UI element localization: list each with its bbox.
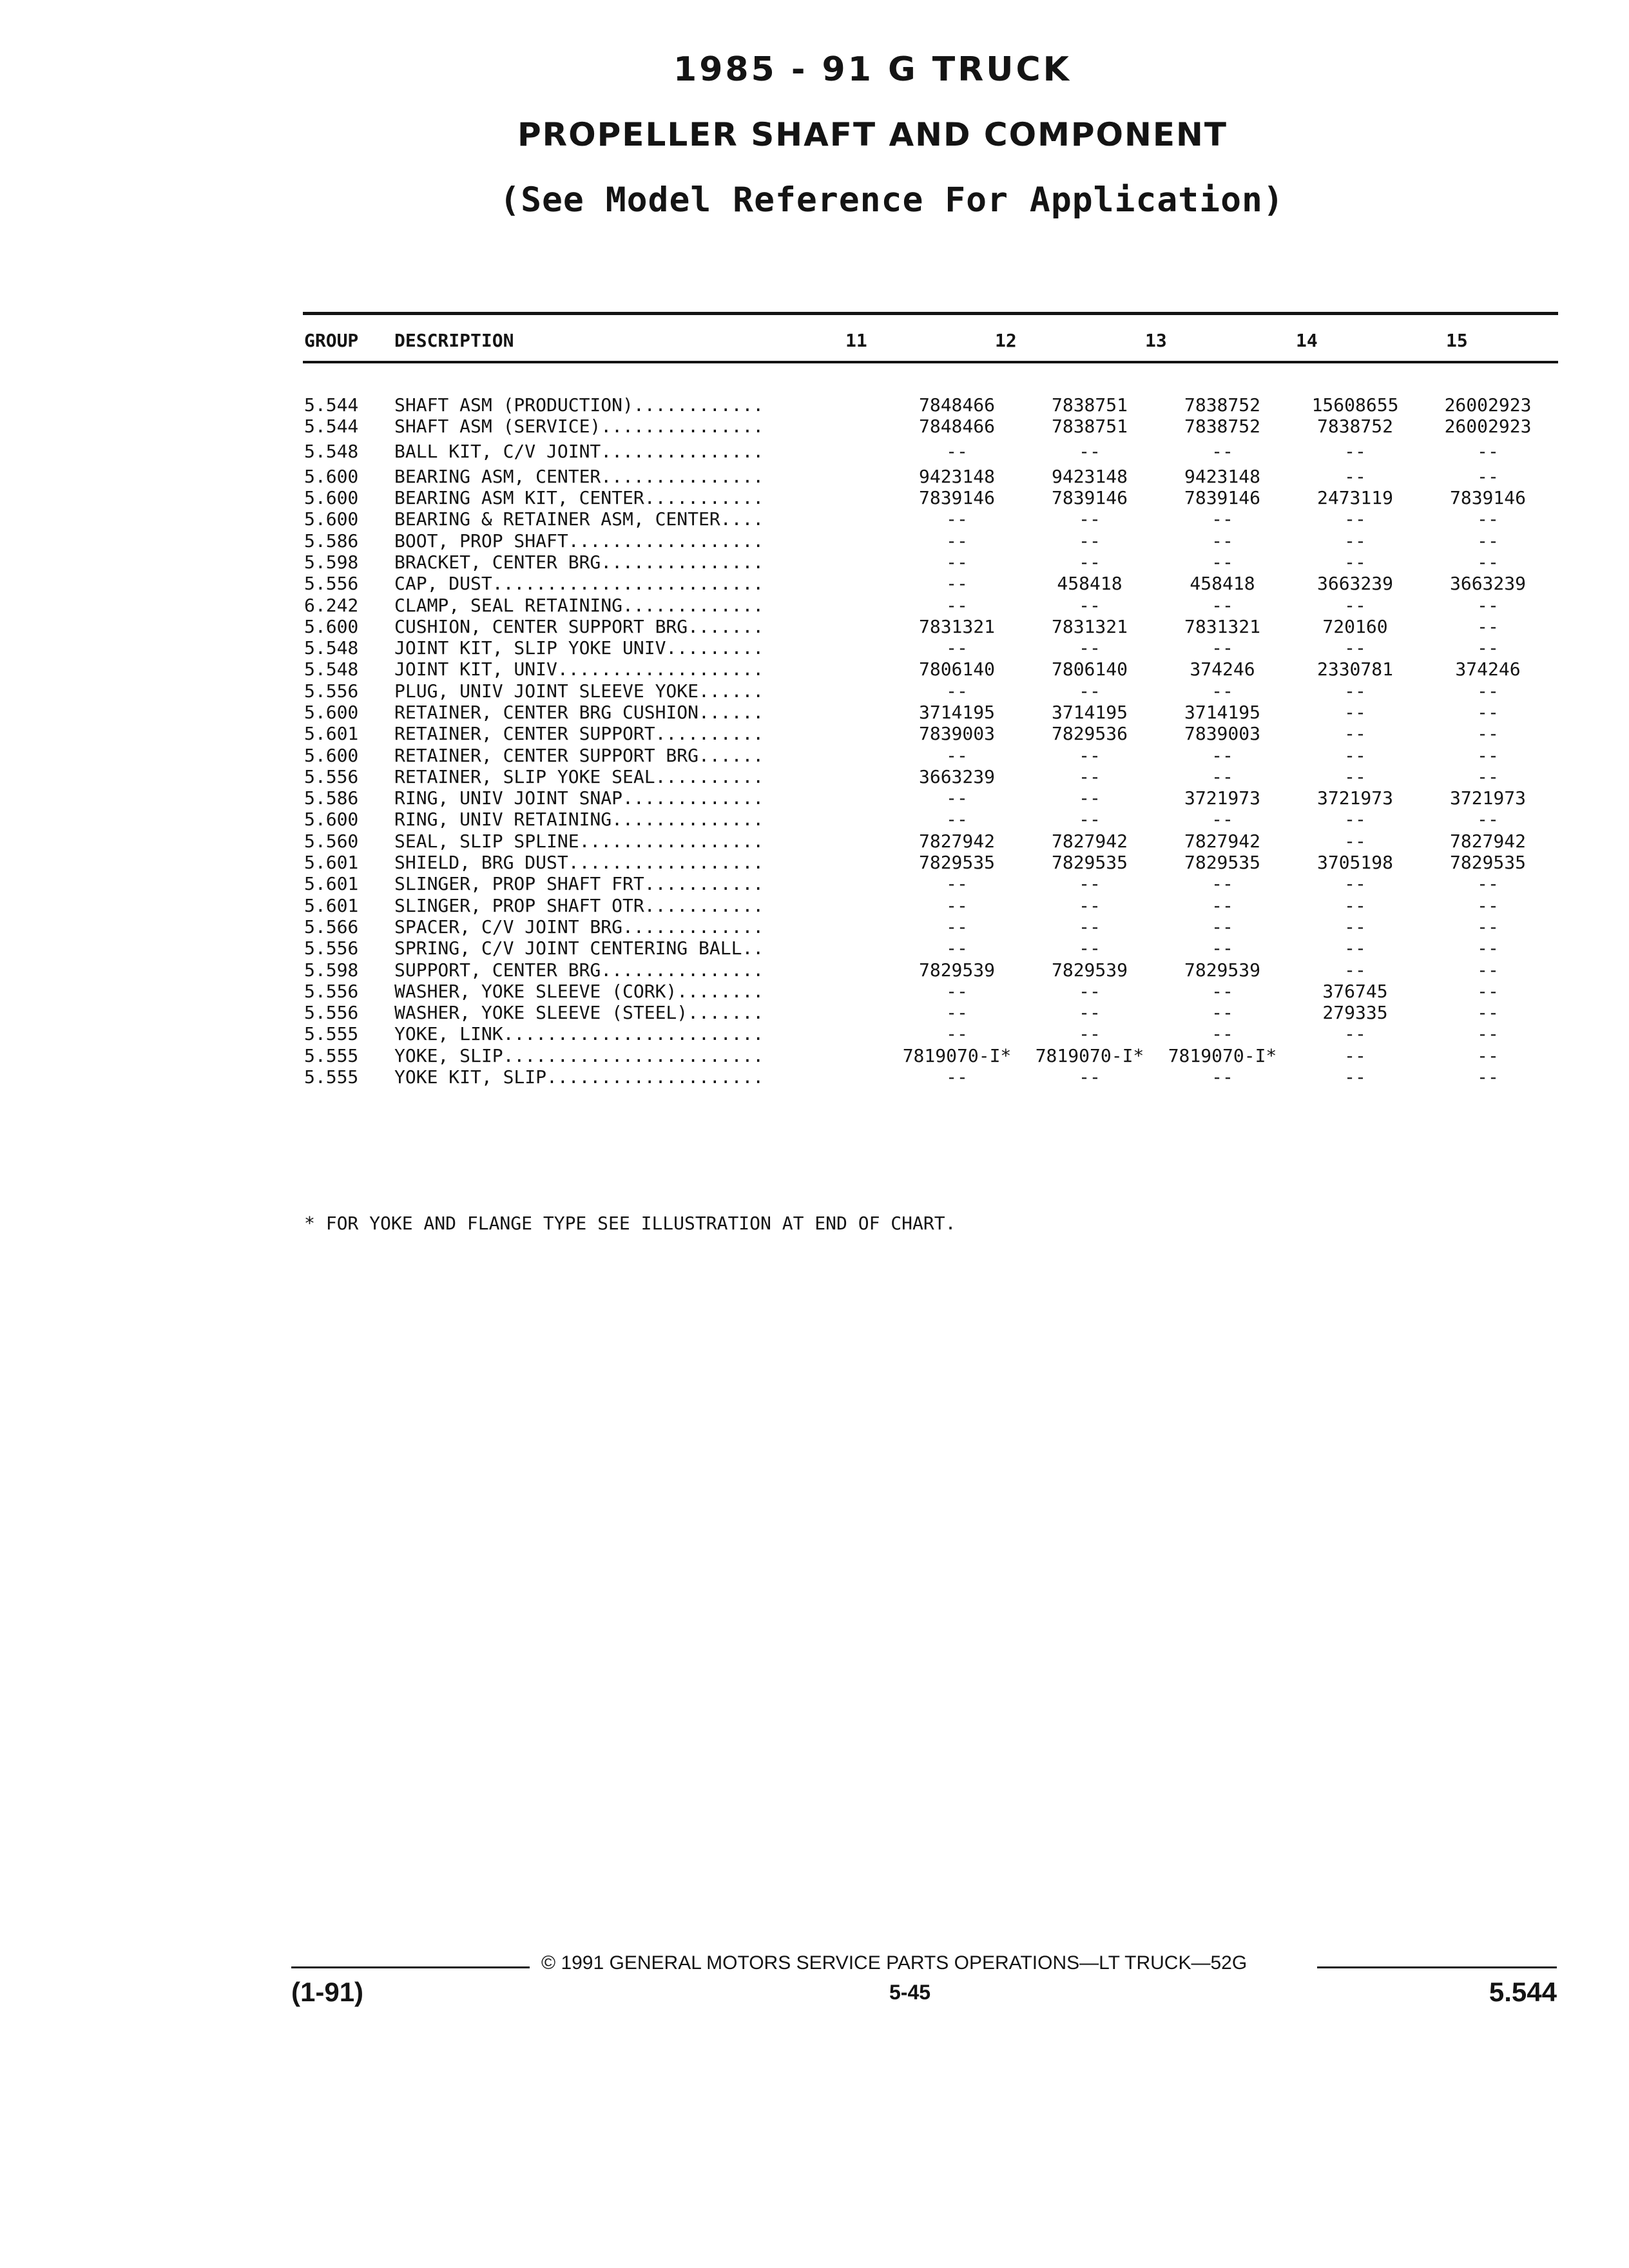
cell-description: CLAMP, SEAL RETAINING.............	[394, 594, 764, 616]
cell-group: 5.544	[304, 416, 359, 437]
cell-part-number-13: 458418	[1190, 573, 1255, 595]
cell-part-number-14: --	[1344, 744, 1366, 766]
cell-part-number-13: 7839003	[1184, 723, 1260, 745]
cell-part-number-14: --	[1344, 508, 1366, 530]
parts-table-body	[304, 394, 1554, 1088]
cell-part-number-12: 7839146	[1051, 487, 1128, 509]
table-row	[304, 766, 1554, 787]
cell-part-number-14: 279335	[1322, 1002, 1388, 1024]
cell-part-number-11: 9423148	[918, 465, 995, 487]
cell-part-number-15: 7839146	[1449, 487, 1526, 509]
cell-group: 5.555	[304, 1044, 359, 1066]
cell-part-number-12: --	[1079, 980, 1101, 1002]
cell-group: 5.601	[304, 894, 359, 916]
cell-part-number-11: --	[946, 530, 968, 552]
cell-part-number-12: 7827942	[1051, 830, 1128, 852]
application-note: (See Model Reference For Application)	[499, 180, 1284, 220]
cell-part-number-14: 7838752	[1316, 416, 1393, 437]
cell-group: 5.601	[304, 723, 359, 745]
parts-table	[304, 394, 1554, 1088]
cell-description: YOKE, SLIP........................	[394, 1044, 764, 1066]
cell-part-number-13: --	[1211, 894, 1233, 916]
cell-part-number-15: --	[1477, 508, 1499, 530]
cell-part-number-15: --	[1477, 809, 1499, 831]
cell-part-number-12: 7838751	[1051, 394, 1128, 416]
revision-date: (1-91)	[291, 1977, 364, 2007]
cell-part-number-11: 7839003	[918, 723, 995, 745]
cell-part-number-12: --	[1079, 1002, 1101, 1024]
cell-part-number-11: 7829539	[918, 959, 995, 981]
cell-part-number-11: 7806140	[918, 658, 995, 680]
cell-part-number-15: 26002923	[1444, 416, 1532, 437]
cell-description: YOKE, LINK........................	[394, 1023, 764, 1045]
cell-part-number-13: --	[1211, 744, 1233, 766]
cell-part-number-14: 15608655	[1311, 394, 1399, 416]
cell-description: RETAINER, CENTER BRG CUSHION......	[394, 702, 764, 723]
col-header-15: 15	[1446, 330, 1468, 351]
cell-part-number-15: --	[1477, 551, 1499, 573]
cell-part-number-15: --	[1477, 594, 1499, 616]
cell-group: 5.555	[304, 1066, 359, 1088]
cell-part-number-15: --	[1477, 680, 1499, 702]
table-row	[304, 552, 1554, 573]
table-row	[304, 916, 1554, 937]
cell-part-number-11: --	[946, 441, 968, 463]
cell-group: 5.556	[304, 765, 359, 787]
cell-description: BEARING ASM KIT, CENTER...........	[394, 487, 764, 509]
cell-part-number-12: 7838751	[1051, 416, 1128, 437]
cell-part-number-15: --	[1477, 637, 1499, 659]
cell-part-number-12: --	[1079, 551, 1101, 573]
table-row	[304, 508, 1554, 530]
cell-part-number-13: --	[1211, 508, 1233, 530]
table-header-rule	[303, 361, 1558, 363]
cell-description: SPACER, C/V JOINT BRG.............	[394, 916, 764, 937]
cell-part-number-11: --	[946, 873, 968, 895]
table-row	[304, 416, 1554, 437]
cell-part-number-13: --	[1211, 916, 1233, 937]
table-row	[304, 437, 1554, 466]
cell-description: YOKE KIT, SLIP....................	[394, 1066, 764, 1088]
table-row	[304, 1066, 1554, 1088]
cell-part-number-11: 3714195	[918, 702, 995, 723]
cell-group: 5.556	[304, 980, 359, 1002]
cell-part-number-11: --	[946, 937, 968, 959]
cell-part-number-11: 7819070-I*	[902, 1044, 1012, 1066]
table-row	[304, 680, 1554, 702]
cell-description: RETAINER, CENTER SUPPORT BRG......	[394, 744, 764, 766]
cell-part-number-13: --	[1211, 1002, 1233, 1024]
cell-part-number-13: 7829535	[1184, 852, 1260, 874]
cell-part-number-15: 26002923	[1444, 394, 1532, 416]
cell-group: 5.548	[304, 658, 359, 680]
cell-group: 5.600	[304, 809, 359, 831]
cell-part-number-15: 3663239	[1449, 573, 1526, 595]
cell-part-number-13: 7827942	[1184, 830, 1260, 852]
cell-description: SEAL, SLIP SPLINE.................	[394, 830, 764, 852]
cell-description: CUSHION, CENTER SUPPORT BRG.......	[394, 615, 764, 637]
table-row	[304, 981, 1554, 1002]
cell-part-number-15: 7829535	[1449, 852, 1526, 874]
cell-part-number-15: 374246	[1455, 658, 1521, 680]
cell-group: 5.600	[304, 702, 359, 723]
cell-description: RING, UNIV JOINT SNAP.............	[394, 787, 764, 809]
cell-group: 5.600	[304, 615, 359, 637]
page-subtitle: PROPELLER SHAFT AND COMPONENT	[517, 116, 1228, 153]
cell-description: SHIELD, BRG DUST..................	[394, 852, 764, 874]
cell-part-number-13: 9423148	[1184, 465, 1260, 487]
cell-part-number-15: --	[1477, 937, 1499, 959]
cell-group: 5.600	[304, 465, 359, 487]
cell-group: 5.601	[304, 852, 359, 874]
cell-group: 5.555	[304, 1023, 359, 1045]
col-header-13: 13	[1145, 330, 1167, 351]
cell-part-number-11: --	[946, 573, 968, 595]
cell-part-number-11: --	[946, 637, 968, 659]
cell-part-number-12: --	[1079, 508, 1101, 530]
cell-part-number-11: --	[946, 508, 968, 530]
cell-description: SPRING, C/V JOINT CENTERING BALL..	[394, 937, 764, 959]
cell-part-number-12: --	[1079, 765, 1101, 787]
cell-part-number-12: --	[1079, 787, 1101, 809]
cell-description: SUPPORT, CENTER BRG...............	[394, 959, 764, 981]
cell-part-number-14: --	[1344, 441, 1366, 463]
cell-part-number-15: --	[1477, 916, 1499, 937]
cell-part-number-15: --	[1477, 1023, 1499, 1045]
cell-group: 5.600	[304, 487, 359, 509]
cell-part-number-11: 3663239	[918, 765, 995, 787]
cell-group: 5.601	[304, 873, 359, 895]
table-row	[304, 594, 1554, 615]
cell-part-number-14: --	[1344, 937, 1366, 959]
cell-part-number-14: --	[1344, 809, 1366, 831]
cell-part-number-14: 3721973	[1316, 787, 1393, 809]
cell-part-number-11: 7848466	[918, 394, 995, 416]
cell-part-number-15: 7827942	[1449, 830, 1526, 852]
cell-part-number-13: --	[1211, 765, 1233, 787]
cell-description: WASHER, YOKE SLEEVE (CORK)........	[394, 980, 764, 1002]
cell-part-number-14: 3705198	[1316, 852, 1393, 874]
cell-description: SHAFT ASM (PRODUCTION)............	[394, 394, 764, 416]
cell-part-number-13: --	[1211, 680, 1233, 702]
cell-part-number-12: 7831321	[1051, 615, 1128, 637]
cell-part-number-11: --	[946, 809, 968, 831]
cell-part-number-14: 376745	[1322, 980, 1388, 1002]
cell-description: BALL KIT, C/V JOINT...............	[394, 441, 764, 463]
cell-part-number-13: 7838752	[1184, 394, 1260, 416]
cell-part-number-13: 3714195	[1184, 702, 1260, 723]
cell-part-number-15: --	[1477, 1044, 1499, 1066]
cell-group: 5.566	[304, 916, 359, 937]
cell-part-number-12: --	[1079, 894, 1101, 916]
cell-group: 5.600	[304, 744, 359, 766]
cell-group: 5.548	[304, 637, 359, 659]
cell-part-number-13: --	[1211, 1066, 1233, 1088]
cell-part-number-14: 3663239	[1316, 573, 1393, 595]
cell-part-number-15: --	[1477, 723, 1499, 745]
table-row	[304, 1002, 1554, 1023]
page-title: 1985 - 91 G TRUCK	[673, 50, 1072, 89]
cell-part-number-14: --	[1344, 873, 1366, 895]
cell-part-number-12: --	[1079, 680, 1101, 702]
cell-part-number-11: 7827942	[918, 830, 995, 852]
cell-part-number-12: --	[1079, 744, 1101, 766]
cell-part-number-11: 7831321	[918, 615, 995, 637]
cell-description: JOINT KIT, UNIV...................	[394, 658, 764, 680]
cell-group: 5.556	[304, 1002, 359, 1024]
cell-description: BEARING ASM, CENTER...............	[394, 465, 764, 487]
cell-part-number-13: 3721973	[1184, 787, 1260, 809]
page-number: 5-45	[889, 1981, 931, 2004]
cell-group: 5.598	[304, 959, 359, 981]
table-row	[304, 658, 1554, 680]
cell-part-number-12: 7829535	[1051, 852, 1128, 874]
table-row	[304, 723, 1554, 744]
cell-part-number-11: --	[946, 787, 968, 809]
cell-group: 5.548	[304, 441, 359, 463]
table-row	[304, 809, 1554, 830]
cell-group: 6.242	[304, 594, 359, 616]
table-row	[304, 394, 1554, 416]
cell-part-number-13: 7829539	[1184, 959, 1260, 981]
cell-part-number-14: --	[1344, 1044, 1366, 1066]
cell-description: RING, UNIV RETAINING..............	[394, 809, 764, 831]
cell-description: BEARING & RETAINER ASM, CENTER....	[394, 508, 764, 530]
cell-part-number-13: --	[1211, 637, 1233, 659]
cell-description: SHAFT ASM (SERVICE)...............	[394, 416, 764, 437]
cell-group: 5.600	[304, 508, 359, 530]
cell-part-number-13: 7838752	[1184, 416, 1260, 437]
cell-description: SLINGER, PROP SHAFT OTR...........	[394, 894, 764, 916]
cell-part-number-11: --	[946, 916, 968, 937]
cell-part-number-11: 7839146	[918, 487, 995, 509]
cell-group: 5.586	[304, 787, 359, 809]
cell-group: 5.556	[304, 573, 359, 595]
cell-part-number-11: --	[946, 680, 968, 702]
cell-part-number-14: --	[1344, 530, 1366, 552]
cell-part-number-14: 2473119	[1316, 487, 1393, 509]
cell-part-number-14: 720160	[1322, 615, 1388, 637]
cell-part-number-12: 7806140	[1051, 658, 1128, 680]
cell-part-number-13: 7831321	[1184, 615, 1260, 637]
cell-description: BRACKET, CENTER BRG...............	[394, 551, 764, 573]
cell-part-number-11: 7829535	[918, 852, 995, 874]
cell-part-number-14: --	[1344, 830, 1366, 852]
col-header-12: 12	[995, 330, 1017, 351]
footer-rule-right	[1317, 1966, 1557, 1968]
cell-part-number-15: --	[1477, 1066, 1499, 1088]
footer-rule-left	[291, 1966, 530, 1968]
cell-description: JOINT KIT, SLIP YOKE UNIV.........	[394, 637, 764, 659]
cell-part-number-15: --	[1477, 894, 1499, 916]
cell-part-number-11: --	[946, 1066, 968, 1088]
cell-part-number-12: --	[1079, 916, 1101, 937]
cell-part-number-12: 458418	[1057, 573, 1123, 595]
cell-group: 5.598	[304, 551, 359, 573]
cell-part-number-11: --	[946, 594, 968, 616]
cell-part-number-15: --	[1477, 1002, 1499, 1024]
cell-description: SLINGER, PROP SHAFT FRT...........	[394, 873, 764, 895]
cell-part-number-12: --	[1079, 441, 1101, 463]
col-header-group: GROUP	[304, 330, 359, 351]
table-row	[304, 852, 1554, 873]
table-row	[304, 831, 1554, 852]
table-row	[304, 937, 1554, 959]
table-row	[304, 702, 1554, 723]
table-row	[304, 487, 1554, 508]
col-header-description: DESCRIPTION	[394, 330, 514, 351]
cell-part-number-11: --	[946, 894, 968, 916]
cell-group: 5.556	[304, 680, 359, 702]
table-top-rule	[303, 312, 1558, 315]
cell-part-number-13: 374246	[1190, 658, 1255, 680]
cell-group: 5.560	[304, 830, 359, 852]
cell-part-number-14: --	[1344, 765, 1366, 787]
table-row	[304, 466, 1554, 487]
cell-group: 5.544	[304, 394, 359, 416]
table-row	[304, 873, 1554, 894]
cell-part-number-12: 7829536	[1051, 723, 1128, 745]
cell-part-number-14: --	[1344, 1066, 1366, 1088]
cell-part-number-14: --	[1344, 723, 1366, 745]
table-row	[304, 1045, 1554, 1066]
cell-part-number-12: 7819070-I*	[1035, 1044, 1144, 1066]
cell-part-number-12: --	[1079, 809, 1101, 831]
cell-description: RETAINER, SLIP YOKE SEAL..........	[394, 765, 764, 787]
cell-part-number-13: --	[1211, 594, 1233, 616]
cell-part-number-11: --	[946, 1023, 968, 1045]
cell-part-number-15: --	[1477, 980, 1499, 1002]
cell-part-number-15: --	[1477, 959, 1499, 981]
cell-part-number-15: 3721973	[1449, 787, 1526, 809]
cell-part-number-11: --	[946, 980, 968, 1002]
cell-part-number-13: --	[1211, 441, 1233, 463]
cell-part-number-13: --	[1211, 873, 1233, 895]
cell-part-number-14: --	[1344, 894, 1366, 916]
cell-part-number-13: --	[1211, 1023, 1233, 1045]
table-row	[304, 744, 1554, 765]
cell-part-number-15: --	[1477, 530, 1499, 552]
cell-part-number-12: --	[1079, 637, 1101, 659]
cell-description: WASHER, YOKE SLEEVE (STEEL).......	[394, 1002, 764, 1024]
section-number: 5.544	[1489, 1977, 1557, 2007]
cell-description: PLUG, UNIV JOINT SLEEVE YOKE......	[394, 680, 764, 702]
col-header-11: 11	[845, 330, 867, 351]
cell-part-number-14: --	[1344, 551, 1366, 573]
table-row	[304, 616, 1554, 637]
cell-part-number-14: --	[1344, 637, 1366, 659]
cell-part-number-12: --	[1079, 873, 1101, 895]
cell-part-number-13: --	[1211, 937, 1233, 959]
cell-part-number-14: --	[1344, 702, 1366, 723]
cell-part-number-11: --	[946, 744, 968, 766]
cell-part-number-12: --	[1079, 594, 1101, 616]
cell-part-number-13: --	[1211, 530, 1233, 552]
copyright-line: © 1991 GENERAL MOTORS SERVICE PARTS OPERATIONS—LT TRUCK—52G	[541, 1952, 1248, 1974]
footnote: * FOR YOKE AND FLANGE TYPE SEE ILLUSTRATION AT END OF CHART.	[304, 1213, 956, 1234]
cell-description: RETAINER, CENTER SUPPORT..........	[394, 723, 764, 745]
cell-part-number-11: --	[946, 551, 968, 573]
cell-part-number-12: 7829539	[1051, 959, 1128, 981]
table-row	[304, 1023, 1554, 1044]
cell-part-number-14: --	[1344, 465, 1366, 487]
table-row	[304, 573, 1554, 594]
cell-description: BOOT, PROP SHAFT..................	[394, 530, 764, 552]
cell-part-number-14: 2330781	[1316, 658, 1393, 680]
cell-part-number-13: --	[1211, 809, 1233, 831]
cell-part-number-13: 7819070-I*	[1168, 1044, 1277, 1066]
cell-part-number-15: --	[1477, 702, 1499, 723]
cell-part-number-12: --	[1079, 1066, 1101, 1088]
cell-group: 5.556	[304, 937, 359, 959]
cell-part-number-15: --	[1477, 465, 1499, 487]
cell-part-number-11: --	[946, 1002, 968, 1024]
cell-part-number-12: --	[1079, 1023, 1101, 1045]
cell-part-number-15: --	[1477, 744, 1499, 766]
cell-part-number-14: --	[1344, 594, 1366, 616]
table-row	[304, 637, 1554, 658]
col-header-14: 14	[1296, 330, 1318, 351]
cell-part-number-13: 7839146	[1184, 487, 1260, 509]
cell-part-number-14: --	[1344, 916, 1366, 937]
cell-part-number-13: --	[1211, 551, 1233, 573]
cell-description: CAP, DUST.........................	[394, 573, 764, 595]
cell-part-number-11: 7848466	[918, 416, 995, 437]
table-row	[304, 787, 1554, 809]
table-row	[304, 530, 1554, 551]
cell-part-number-12: 9423148	[1051, 465, 1128, 487]
cell-part-number-14: --	[1344, 959, 1366, 981]
cell-part-number-15: --	[1477, 615, 1499, 637]
cell-part-number-14: --	[1344, 1023, 1366, 1045]
cell-part-number-15: --	[1477, 441, 1499, 463]
cell-part-number-13: --	[1211, 980, 1233, 1002]
cell-part-number-12: --	[1079, 937, 1101, 959]
cell-part-number-15: --	[1477, 873, 1499, 895]
cell-part-number-12: --	[1079, 530, 1101, 552]
table-row	[304, 895, 1554, 916]
cell-group: 5.586	[304, 530, 359, 552]
table-row	[304, 959, 1554, 980]
cell-part-number-14: --	[1344, 680, 1366, 702]
cell-part-number-12: 3714195	[1051, 702, 1128, 723]
cell-part-number-15: --	[1477, 765, 1499, 787]
